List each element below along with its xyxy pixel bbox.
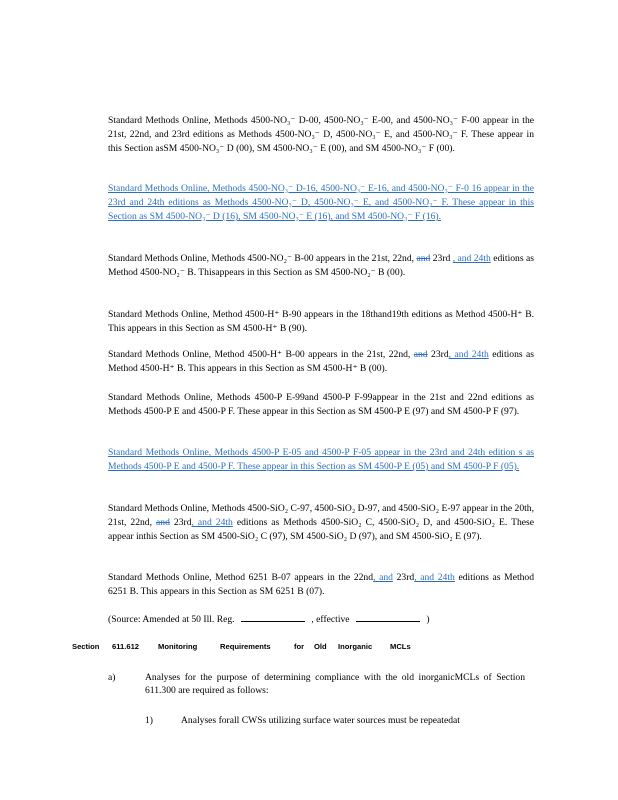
- paragraph-nitrate-00: Standard Methods Online, Methods 4500-NO₃⁻ D-00, 4500-NO₃⁻ E-00, and 4500-NO₃⁻ F-00 appear in the 21st, 22nd, and 23rd editions as Methods 4500-NO₃⁻ D, 4500-NO₃⁻ E, and 4500-NO₃⁻ F. These appear in this Section asSM 4500-NO₃⁻ D (00), SM 4500-NO₃⁻ E (00), and SM 4500-NO₃⁻ F (00).: [108, 115, 534, 154]
- deleted-text: and: [416, 253, 431, 264]
- deleted-text: and: [156, 517, 170, 528]
- register-blank: [241, 612, 305, 622]
- source-prefix: (Source: Amended at 50 Ill. Reg.: [108, 614, 235, 625]
- section-title-word: MCLs: [390, 642, 411, 651]
- section-title-word: Inorganic: [338, 642, 373, 651]
- text-run: 23rd: [430, 253, 453, 264]
- deleted-text: and: [413, 349, 428, 360]
- inserted-text: , and: [373, 572, 393, 583]
- paragraph-nitrite-b: [108, 252, 534, 280]
- text-run: editions as Methods 4500-SiO₂ C, 4500-SiO₂ D, and 4500-SiO₂ E. These appear inthis Section as SM 4500-SiO₂ C (97), SM 4500-SiO₂ D (97), and SM 4500-SiO₂ E (97).: [108, 517, 534, 542]
- paragraph-phosphorus-05-inserted: Standard Methods Online, Methods 4500-P E-05 and 4500-P F-05 appear in the 23rd and 24th edition s as Methods 4500-P E and 4500-P F. These appear in this Section as SM 4500-P E (05) and SM 4500-P F (05).: [108, 447, 534, 472]
- section-title-word: Old: [314, 642, 327, 651]
- text-run: editions as Method 4500-H⁺ B. This appears in this Section as SM 4500-H⁺ B (00).: [108, 349, 535, 374]
- inserted-text: , and 24th: [414, 572, 455, 583]
- subsection-text: Analyses forall CWSs utilizing surface water sources must be repeatedat: [181, 715, 460, 726]
- subsection-label: 1): [145, 715, 153, 726]
- subsection-1: [145, 714, 535, 730]
- text-run: Standard Methods Online, Methods 4500-SiO₂ C-97, 4500-SiO₂ D-97, and 4500-SiO₂ E-97 appear in the 20th, 21st, 22nd,: [108, 503, 534, 528]
- source-effective: , effective: [311, 614, 350, 625]
- paragraph-silica-97: [108, 502, 534, 544]
- inserted-text: , and 24th: [448, 349, 489, 360]
- section-title-word: for: [294, 642, 305, 651]
- inserted-text: , and 24th: [191, 517, 233, 528]
- text-run: 23rd: [169, 517, 192, 528]
- paragraph-phosphorus-99: Standard Methods Online, Methods 4500-P E-99and 4500-P F-99appear in the 21st and 22nd editions as Methods 4500-P E and 4500-P F. These appear in this Section as SM 4500-P E (97) and SM 4500-P F (97).: [108, 392, 534, 417]
- paragraph-ph-90: Standard Methods Online, Method 4500-H⁺ B-90 appears in the 18thand19th editions as Method 4500-H⁺ B. This appears in this Section as SM 4500-H⁺ B (90).: [108, 309, 534, 334]
- paragraph-6251-b: [108, 571, 534, 599]
- effective-date-blank: [356, 612, 420, 622]
- text-run: Standard Methods Online, Method 4500-H⁺ B-00 appears in the 21st, 22nd,: [108, 349, 414, 360]
- section-title-word: Requirements: [220, 642, 271, 651]
- text-run: editions as Method 6251 B. This appears in this Section as SM 6251 B (07).: [108, 572, 535, 597]
- section-label: Section: [72, 642, 100, 651]
- paragraph-nitrate-16-inserted: Standard Methods Online, Methods 4500-NO₃⁻ D-16, 4500-NO₃⁻ E-16, and 4500-NO₃⁻ F-0 16 appear in the 23rd and 24th editions as Methods 4500-NO₃⁻ D, 4500-NO₃⁻ E, and 4500-NO₂⁻ F. These appear in this Section as SM 4500-NO₃⁻ D (16), SM 4500-NO₃⁻ E (16), and SM 4500-NO₃⁻ F (16).: [108, 183, 534, 222]
- section-number: 611.612: [112, 642, 140, 651]
- text-run: 23rd: [427, 349, 449, 360]
- subsection-text: Analyses for the purpose of determining compliance with the old inorganicMCLs of Section 611.300 are required as follows:: [145, 672, 525, 696]
- source-note: [108, 612, 538, 627]
- text-run: Standard Methods Online, Methods 4500-NO₂⁻ B-00 appears in the 21st, 22nd,: [108, 253, 417, 264]
- paragraph-ph-00: [108, 348, 534, 376]
- subsection-label: a): [108, 672, 116, 683]
- inserted-text: , and 24th: [452, 253, 491, 264]
- text-run: 23rd: [392, 572, 415, 583]
- source-suffix: ): [426, 614, 430, 625]
- section-title-word: Monitoring: [158, 642, 198, 651]
- text-run: editions as Method 4500-NO₂⁻ B. Thisappears in this Section as SM 4500-NO₂⁻ B (00).: [108, 253, 534, 278]
- text-run: Standard Methods Online, Method 6251 B-07 appears in the 22nd: [108, 572, 374, 583]
- subsection-a: [108, 671, 538, 701]
